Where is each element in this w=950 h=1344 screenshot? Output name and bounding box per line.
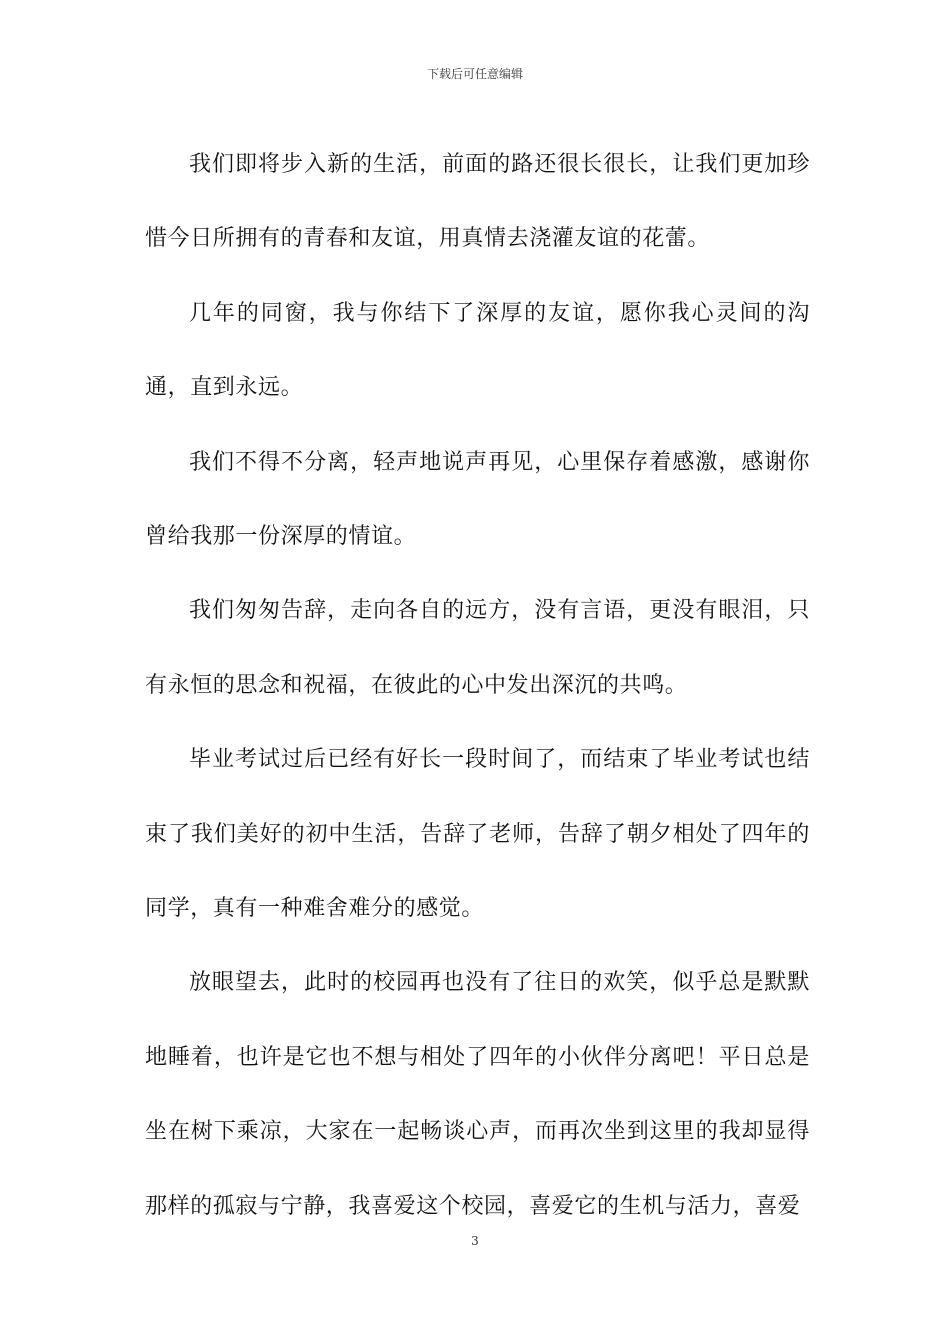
- paragraph: 放眼望去，此时的校园再也没有了往日的欢笑，似乎总是默默地睡着，也许是它也不想与相处了四年的小伙伴分离吧！平日总是坐在树下乘凉，大家在一起畅谈心声，而再次坐到这里的我却显得那样的孤寂与宁静，我喜爱这个校园，喜爱它的生机与活力，喜爱: [145, 970, 810, 1219]
- paragraph: 我们不得不分离，轻声地说声再见，心里保存着感激，感谢你曾给我那一份深厚的情谊。: [145, 449, 810, 550]
- paragraph: 几年的同窗，我与你结下了深厚的友谊，愿你我心灵间的沟通，直到永远。: [145, 300, 810, 401]
- page-number: 3: [471, 1234, 479, 1248]
- document-body: [145, 128, 810, 1244]
- paragraph: 我们匆匆告辞，走向各自的远方，没有言语，更没有眼泪，只有永恒的思念和祝福，在彼此的心中发出深沉的共鸣。: [145, 598, 810, 698]
- page-header: 下载后可任意编辑: [426, 67, 523, 81]
- paragraph: 毕业考试过后已经有好长一段时间了，而结束了毕业考试也结束了我们美好的初中生活，告辞了老师，告辞了朝夕相处了四年的同学，真有一种难舍难分的感觉。: [145, 747, 810, 922]
- paragraph: 我们即将步入新的生活，前面的路还很长很长，让我们更加珍惜今日所拥有的青春和友谊，用真情去浇灌友谊的花蕾。: [145, 152, 810, 252]
